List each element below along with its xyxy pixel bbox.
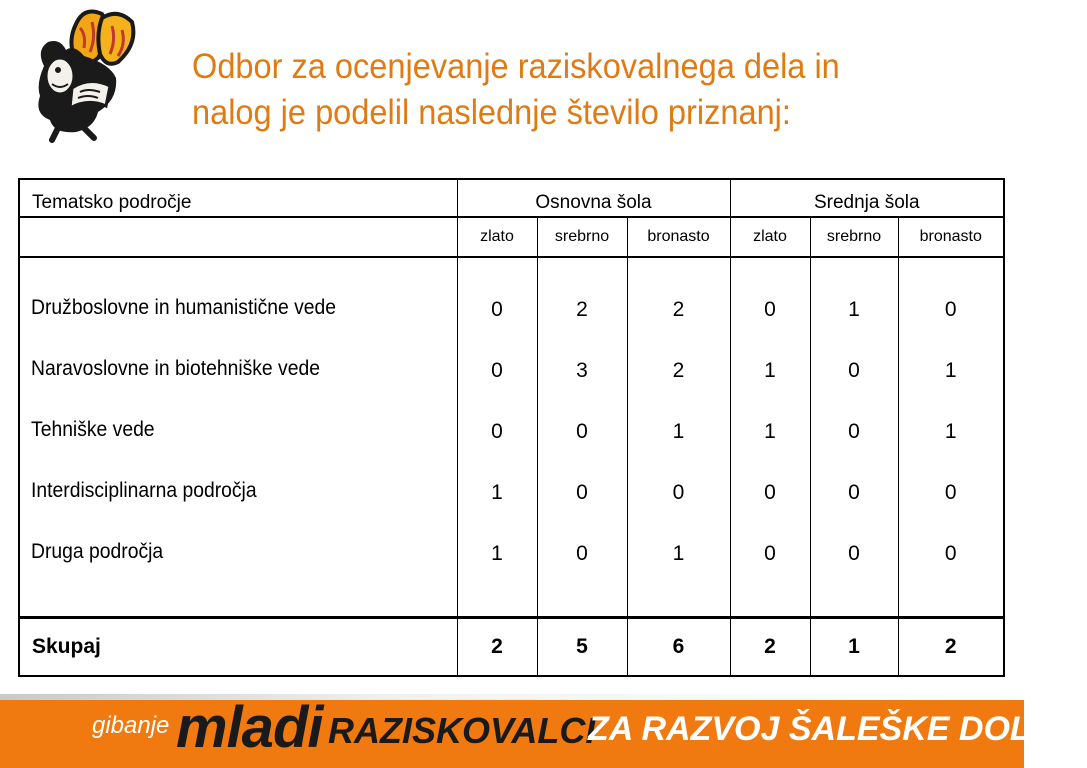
group-header-osnovna: Osnovna šola <box>457 180 730 217</box>
title-line-2: nalog je podelil naslednje število priznanj: <box>192 93 791 132</box>
value-cell: 0 <box>491 359 503 382</box>
table-subheader-row <box>20 217 1003 257</box>
value-cell: 1 <box>764 359 776 382</box>
value-cell: 0 <box>576 481 588 504</box>
value-cell: 0 <box>944 298 957 321</box>
value-column <box>730 257 810 618</box>
topic-header: Tematsko področje <box>20 180 457 217</box>
value-cell: 1 <box>491 481 503 504</box>
value-column <box>457 257 537 618</box>
value-cell: 1 <box>491 542 503 565</box>
mascot-logo-icon <box>14 4 144 144</box>
value-cell: 0 <box>491 298 503 321</box>
awards-table <box>18 178 1005 677</box>
value-cell: 0 <box>576 420 588 443</box>
subheader-cell: zlato <box>730 217 810 257</box>
value-cell: 1 <box>944 359 957 382</box>
value-cell: 1 <box>848 298 860 321</box>
value-cell: 0 <box>576 542 588 565</box>
value-cell: 0 <box>764 542 776 565</box>
value-cell: 0 <box>848 359 860 382</box>
value-cell: 2 <box>672 359 685 382</box>
value-cell: 1 <box>672 542 685 565</box>
table-group-header-row <box>20 180 1003 217</box>
footer-mladi: mladi <box>176 695 323 760</box>
total-cell: 6 <box>627 618 730 676</box>
table-total-row <box>20 618 1003 676</box>
group-header-srednja: Srednja šola <box>730 180 1003 217</box>
total-cell: 5 <box>537 618 627 676</box>
value-cell: 0 <box>848 481 860 504</box>
category-label: Druga področja <box>31 540 164 563</box>
value-cell: 2 <box>576 298 588 321</box>
value-cell: 0 <box>764 298 776 321</box>
category-column <box>20 257 457 618</box>
category-label: Interdisciplinarna področja <box>31 479 257 502</box>
value-column <box>627 257 730 618</box>
title-line-1: Odbor za ocenjevanje raziskovalnega dela in <box>192 47 840 86</box>
value-cell: 0 <box>848 420 860 443</box>
footer-raziskovalci-text: RAZISKOVALCI <box>328 710 596 751</box>
subheader-cell: zlato <box>457 217 537 257</box>
subheader-cell: srebrno <box>810 217 898 257</box>
value-cell: 0 <box>848 542 860 565</box>
subheader-cell: bronasto <box>898 217 1003 257</box>
value-column <box>810 257 898 618</box>
total-cell: 1 <box>810 618 898 676</box>
total-cell: 2 <box>730 618 810 676</box>
total-cell: 2 <box>457 618 537 676</box>
value-cell: 1 <box>672 420 685 443</box>
value-cell: 0 <box>491 420 503 443</box>
table-body-row <box>20 257 1003 618</box>
category-label: Naravoslovne in biotehniške vede <box>31 357 320 380</box>
value-cell: 0 <box>944 542 957 565</box>
value-cell: 0 <box>672 481 685 504</box>
total-label: Skupaj <box>20 618 457 676</box>
value-column <box>898 257 1003 618</box>
subheader-cell: bronasto <box>627 217 730 257</box>
empty-subheader-cell <box>20 217 457 257</box>
total-cell: 2 <box>944 635 957 658</box>
category-label: Družboslovne in humanistične vede <box>31 296 337 319</box>
value-column <box>537 257 627 618</box>
footer-raziskovalci <box>328 710 595 752</box>
value-cell: 2 <box>672 298 685 321</box>
page-title <box>192 44 936 136</box>
footer-slogan: ZA RAZVOJ ŠALEŠKE DOLINE <box>588 710 1087 748</box>
value-cell: 1 <box>764 420 776 443</box>
value-cell: 0 <box>944 481 957 504</box>
value-cell: 3 <box>576 359 588 382</box>
footer-gibanje: gibanje <box>92 712 170 739</box>
category-label: Tehniške vede <box>31 418 155 441</box>
value-cell: 0 <box>764 481 776 504</box>
subheader-cell: srebrno <box>537 217 627 257</box>
value-cell: 1 <box>944 420 957 443</box>
